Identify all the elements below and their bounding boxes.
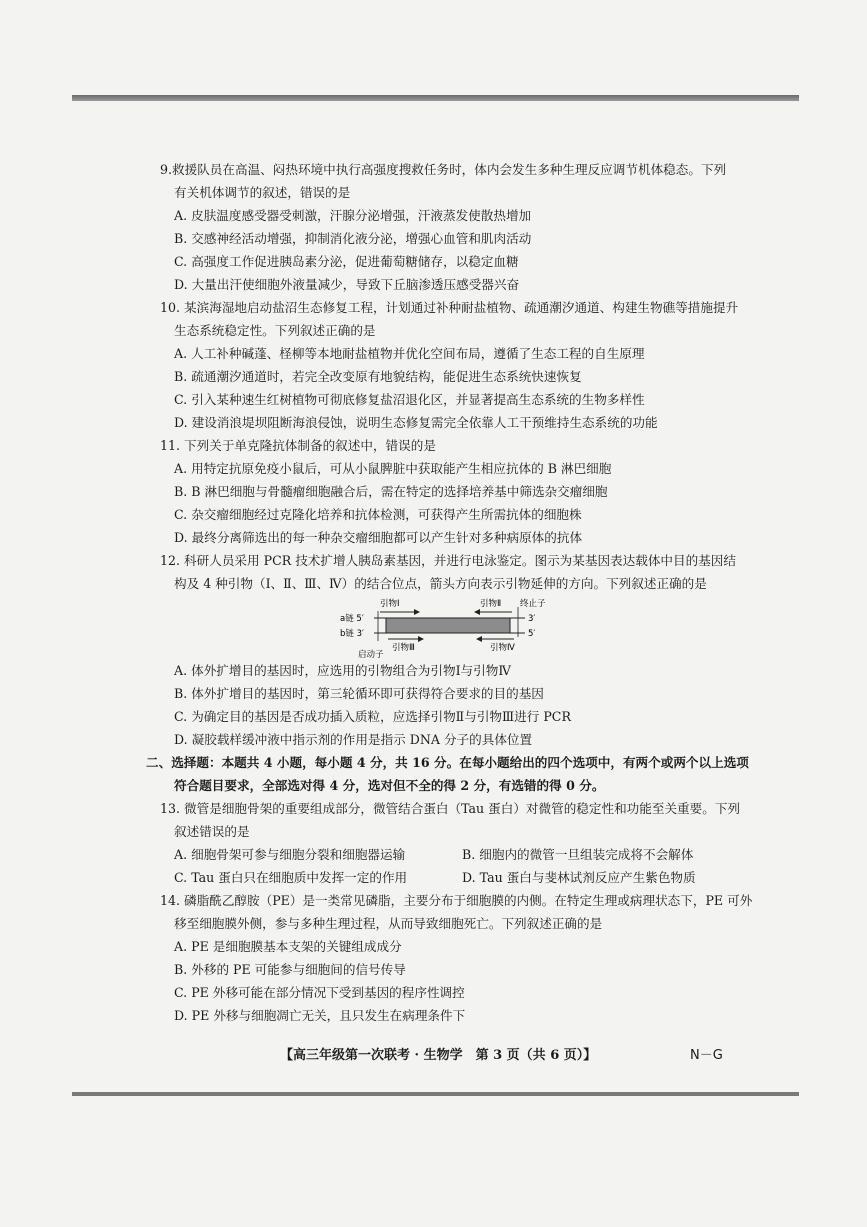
target-gene-block bbox=[386, 618, 510, 633]
primer-1-arrowhead bbox=[414, 609, 420, 615]
question-stem: 10. 某滨海湿地启动盐沼生态修复工程，计划通过补种耐盐植物、疏通潮汐通道、构建生物礁等措施提升 bbox=[160, 300, 739, 315]
primer-4-arrowhead bbox=[476, 636, 482, 642]
exam-content bbox=[146, 158, 800, 1027]
option-c: C. 高强度工作促进胰岛素分泌，促进葡萄糖储存，以稳定血糖 bbox=[174, 254, 519, 269]
question-stem: 9.救援队员在高温、闷热环境中执行高强度搜救任务时，体内会发生多种生理反应调节机体稳态。下列 bbox=[160, 162, 727, 177]
gene-structure-svg bbox=[340, 597, 560, 659]
option-c: C. 杂交瘤细胞经过克隆化培养和抗体检测，可获得产生所需抗体的细胞株 bbox=[174, 507, 582, 522]
bottom-scan-border bbox=[72, 1092, 799, 1096]
question-10 bbox=[160, 296, 800, 434]
question-13 bbox=[160, 797, 800, 889]
a-chain-label: a链 5′ bbox=[340, 614, 364, 624]
question-stem-cont: 生态系统稳定性。下列叙述正确的是 bbox=[174, 323, 376, 338]
section-2-header bbox=[146, 751, 800, 797]
question-stem: 11. 下列关于单克隆抗体制备的叙述中，错误的是 bbox=[160, 438, 436, 453]
question-stem-cont: 移至细胞膜外侧，参与多种生理过程，从而导致细胞死亡。下列叙述正确的是 bbox=[174, 916, 603, 931]
question-stem-cont: 有关机体调节的叙述，错误的是 bbox=[174, 185, 351, 200]
option-a: A. 细胞骨架可参与细胞分裂和细胞器运输 bbox=[174, 847, 406, 862]
option-c: C. Tau 蛋白只在细胞质中发挥一定的作用 bbox=[174, 870, 408, 885]
option-a: A. PE 是细胞膜基本支架的关键组成成分 bbox=[174, 939, 402, 954]
option-c: C. 引入某种速生红树植物可彻底修复盐沼退化区，并显著提高生态系统的生物多样性 bbox=[174, 392, 645, 407]
option-d: D. PE 外移与细胞凋亡无关，且只发生在病理条件下 bbox=[174, 1008, 466, 1023]
question-12 bbox=[160, 549, 800, 751]
option-d: D. 最终分离筛选出的每一种杂交瘤细胞都可以产生针对多种病原体的抗体 bbox=[174, 530, 583, 545]
pcr-primer-diagram bbox=[160, 597, 800, 659]
b-chain-label: b链 3′ bbox=[340, 629, 364, 639]
question-stem-cont: 叙述错误的是 bbox=[174, 824, 250, 839]
primer-3-label: 引物Ⅲ bbox=[392, 643, 415, 653]
primer-3-arrowhead bbox=[418, 636, 424, 642]
options-row-1 bbox=[160, 843, 800, 866]
promoter-label: 启动子 bbox=[358, 650, 384, 659]
footer-version-code: N－G bbox=[690, 1048, 723, 1063]
option-a: A. 用特定抗原免疫小鼠后，可从小鼠脾脏中获取能产生相应抗体的 B 淋巴细胞 bbox=[174, 461, 612, 476]
top-scan-border bbox=[72, 95, 799, 101]
section-instructions: 符合题目要求，全部选对得 4 分，选对但不全的得 2 分，有选错的得 0 分。 bbox=[174, 778, 605, 793]
option-b: B. 细胞内的微管一旦组装完成将不会解体 bbox=[462, 847, 694, 862]
a-chain-end-label: 3′ bbox=[528, 614, 536, 624]
question-stem: 14. 磷脂酰乙醇胺（PE）是一类常见磷脂，主要分布于细胞膜的内侧。在特定生理或病理状态下，PE 可外 bbox=[160, 893, 753, 908]
question-11 bbox=[160, 434, 800, 549]
question-stem-cont: 构及 4 种引物（Ⅰ、Ⅱ、Ⅲ、Ⅳ）的结合位点，箭头方向表示引物延伸的方向。下列叙述正确的是 bbox=[174, 576, 707, 591]
question-14 bbox=[160, 889, 800, 1027]
question-9 bbox=[160, 158, 800, 296]
primer-2-label: 引物Ⅱ bbox=[480, 599, 502, 609]
option-b: B. B 淋巴细胞与骨髓瘤细胞融合后，需在特定的选择培养基中筛选杂交瘤细胞 bbox=[174, 484, 608, 499]
primer-1-label: 引物Ⅰ bbox=[380, 599, 400, 609]
b-chain-end-label: 5′ bbox=[528, 629, 536, 639]
option-a: A. 体外扩增目的基因时，应选用的引物组合为引物Ⅰ与引物Ⅳ bbox=[174, 663, 511, 678]
question-stem: 12. 科研人员采用 PCR 技术扩增人胰岛素基因，并进行电泳鉴定。图示为某基因表达载体中目的基因结 bbox=[160, 553, 736, 568]
option-b: B. 外移的 PE 可能参与细胞间的信号传导 bbox=[174, 962, 406, 977]
question-stem: 13. 微管是细胞骨架的重要组成部分，微管结合蛋白（Tau 蛋白）对微管的稳定性和功能至关重要。下列 bbox=[160, 801, 741, 816]
primer-4-label: 引物Ⅳ bbox=[490, 643, 515, 653]
option-c: C. PE 外移可能在部分情况下受到基因的程序性调控 bbox=[174, 985, 465, 1000]
option-c: C. 为确定目的基因是否成功插入质粒，应选择引物Ⅱ与引物Ⅲ进行 PCR bbox=[174, 709, 571, 724]
footer-exam-info: 【高三年级第一次联考 · 生物学 第 3 页（共 6 页）】 bbox=[280, 1048, 597, 1063]
option-d: D. 凝胶载样缓冲液中指示剂的作用是指示 DNA 分子的具体位置 bbox=[174, 732, 533, 747]
option-b: B. 疏通潮汐通道时，若完全改变原有地貌结构，能促进生态系统快速恢复 bbox=[174, 369, 582, 384]
option-d: D. 大量出汗使细胞外液量减少，导致下丘脑渗透压感受器兴奋 bbox=[174, 277, 520, 292]
option-a: A. 人工补种碱蓬、柽柳等本地耐盐植物并优化空间布局，遵循了生态工程的自生原理 bbox=[174, 346, 645, 361]
option-a: A. 皮肤温度感受器受刺激，汗腺分泌增强，汗液蒸发使散热增加 bbox=[174, 208, 532, 223]
option-d: D. Tau 蛋白与斐林试剂反应产生紫色物质 bbox=[462, 870, 696, 885]
section-title: 二、选择题：本题共 4 小题，每小题 4 分，共 16 分。在每小题给出的四个选项中，有两个或两个以上选项 bbox=[146, 755, 749, 770]
option-b: B. 交感神经活动增强，抑制消化液分泌，增强心血管和肌肉活动 bbox=[174, 231, 532, 246]
option-b: B. 体外扩增目的基因时，第三轮循环即可获得符合要求的目的基因 bbox=[174, 686, 544, 701]
primer-2-arrowhead bbox=[474, 609, 480, 615]
terminator-label: 终止子 bbox=[520, 599, 546, 609]
options-row-2 bbox=[160, 866, 800, 889]
option-d: D. 建设消浪堤坝阻断海浪侵蚀，说明生态修复需完全依靠人工干预维持生态系统的功能 bbox=[174, 415, 658, 430]
